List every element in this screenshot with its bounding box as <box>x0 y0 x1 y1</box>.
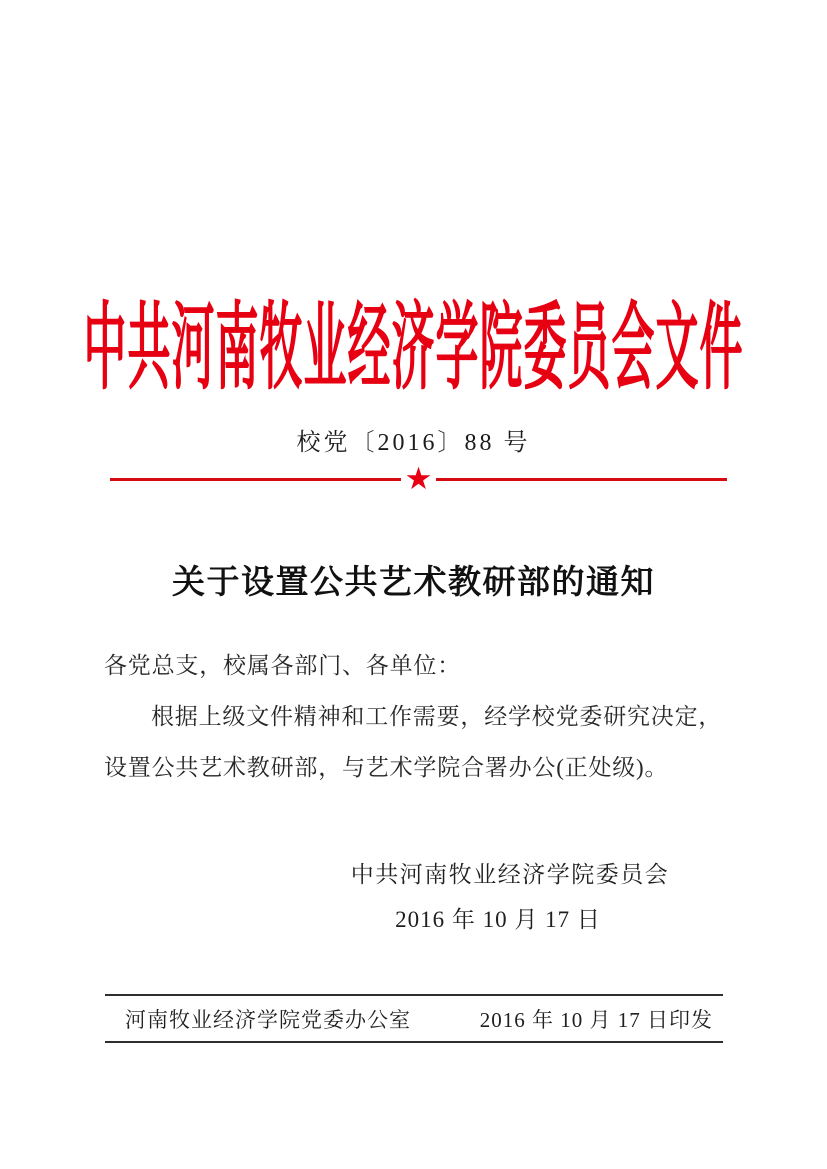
footer <box>105 1000 723 1038</box>
footer-rule-top <box>105 994 723 996</box>
salutation-line: 各党总支，校属各部门、各单位： <box>104 653 461 678</box>
red-header <box>0 292 827 402</box>
paragraph-line: 设置公共艺术教研部，与艺术学院合署办公(正处级)。 <box>104 755 669 780</box>
divider-line-right <box>436 478 727 481</box>
star-icon: ★ <box>404 460 433 497</box>
paragraph-line: 根据上级文件精神和工作需要，经学校党委研究决定， <box>151 704 723 729</box>
divider-line-left <box>110 478 401 481</box>
footer-issuer: 河南牧业经济学院党委办公室 <box>125 1008 411 1032</box>
org-title-text: 中共河南牧业经济学院委员会文件 <box>83 298 744 402</box>
doc-number: 校党〔2016〕88 号 <box>296 430 531 456</box>
document-body <box>104 640 726 793</box>
signature-block <box>345 860 675 935</box>
signature-org: 中共河南牧业经济学院委员会 <box>350 862 670 887</box>
red-divider <box>110 460 727 497</box>
footer-print-date: 2016 年 10 月 17 日印发 <box>479 1008 713 1032</box>
document-title: 关于设置公共艺术教研部的通知 <box>172 565 655 601</box>
signature-date: 2016 年 10 月 17 日 <box>395 907 601 932</box>
footer-rule-bottom <box>105 1041 723 1043</box>
